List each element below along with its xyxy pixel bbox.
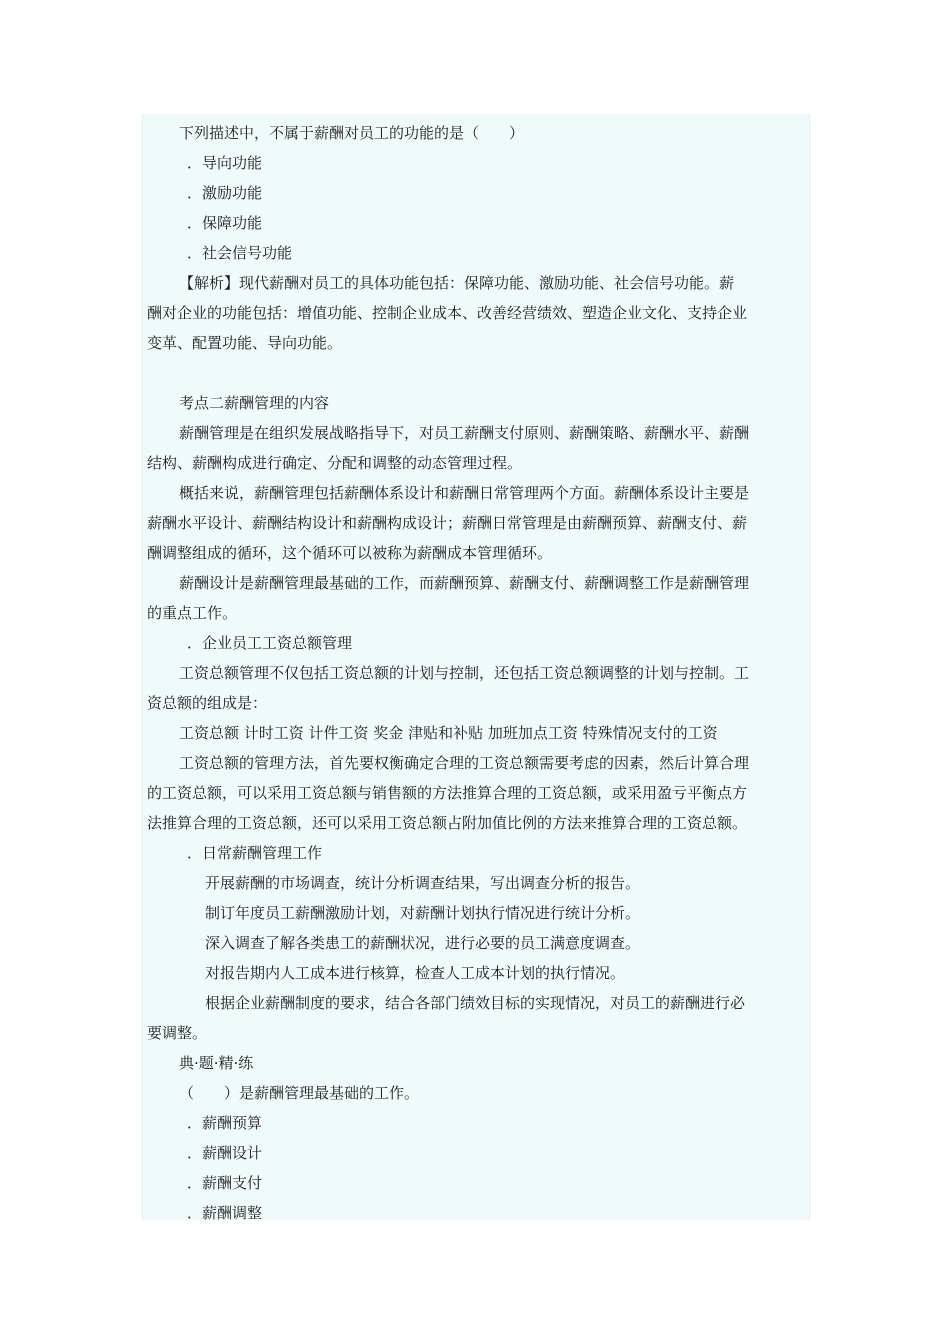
text-line: ．保障功能: [187, 214, 263, 232]
text-line: ．薪酬设计: [187, 1144, 263, 1162]
text-line: 法推算合理的工资总额，还可以采用工资总额占附加值比例的方法来推算合理的工资总额。: [147, 814, 748, 832]
text-line: 工资总额管理不仅包括工资总额的计划与控制，还包括工资总额调整的计划与控制。工: [179, 664, 750, 682]
text-line: ．日常薪酬管理工作: [187, 844, 323, 862]
text-line: ．激励功能: [187, 184, 263, 202]
text-line: 下列描述中，不属于薪酬对员工的功能的是（ ）: [179, 124, 525, 142]
text-line: ．社会信号功能: [187, 244, 293, 262]
text-line: 酬调整组成的循环，这个循环可以被称为薪酬成本管理循环。: [147, 544, 553, 562]
text-line: [143, 358, 815, 388]
text-line: 酬对企业的功能包括：增值功能、控制企业成本、改善经营绩效、塑造企业文化、支持企业: [147, 304, 748, 322]
text-line: 开展薪酬的市场调查，统计分析调查结果，写出调查分析的报告。: [205, 874, 641, 892]
text-line: 工资总额的管理方法，首先要权衡确定合理的工资总额需要考虑的因素，然后计算合理: [179, 754, 750, 772]
text-line: （ ）是薪酬管理最基础的工作。: [179, 1084, 420, 1102]
text-line: ．企业员工工资总额管理: [187, 634, 353, 652]
text-line: 薪酬设计是薪酬管理最基础的工作，而薪酬预算、薪酬支付、薪酬调整工作是薪酬管理: [179, 574, 750, 592]
text-line: 工资总额 计时工资 计件工资 奖金 津贴和补贴 加班加点工资 特殊情况支付的工资: [179, 724, 718, 742]
text-line: 的重点工作。: [147, 604, 238, 622]
text-line: 变革、配置功能、导向功能。: [147, 334, 343, 352]
text-line: 资总额的组成是：: [147, 694, 268, 712]
text-line: 概括来说，薪酬管理包括薪酬体系设计和薪酬日常管理两个方面。薪酬体系设计主要是: [179, 484, 750, 502]
text-line: 对报告期内人工成本进行核算，检查人工成本计划的执行情况。: [205, 964, 626, 982]
text-line: 典·题·精·练: [179, 1054, 254, 1072]
text-line: 深入调查了解各类患工的薪酬状况，进行必要的员工满意度调查。: [205, 934, 641, 952]
text-line: 结构、薪酬构成进行确定、分配和调整的动态管理过程。: [147, 454, 523, 472]
text-line: ．薪酬预算: [187, 1114, 263, 1132]
text-line: 薪酬水平设计、薪酬结构设计和薪酬构成设计；薪酬日常管理是由薪酬预算、薪酬支付、薪: [147, 514, 748, 532]
text-line: 考点二薪酬管理的内容: [179, 394, 330, 412]
text-line: ．薪酬调整: [187, 1204, 263, 1222]
text-line: 的工资总额，可以采用工资总额与销售额的方法推算合理的工资总额，或采用盈亏平衡点方: [147, 784, 748, 802]
text-line: 根据企业薪酬制度的要求，结合各部门绩效目标的实现情况，对员工的薪酬进行必: [205, 994, 746, 1012]
text-line: 制订年度员工薪酬激励计划，对薪酬计划执行情况进行统计分析。: [205, 904, 641, 922]
text-line: 【解析】现代薪酬对员工的具体功能包括：保障功能、激励功能、社会信号功能。薪: [179, 274, 735, 292]
document-body: [142, 114, 810, 1220]
text-line: ．导向功能: [187, 154, 263, 172]
text-line: ．薪酬支付: [187, 1174, 263, 1192]
text-line: 薪酬管理是在组织发展战略指导下，对员工薪酬支付原则、薪酬策略、薪酬水平、薪酬: [179, 424, 750, 442]
text-line: 要调整。: [147, 1024, 208, 1042]
